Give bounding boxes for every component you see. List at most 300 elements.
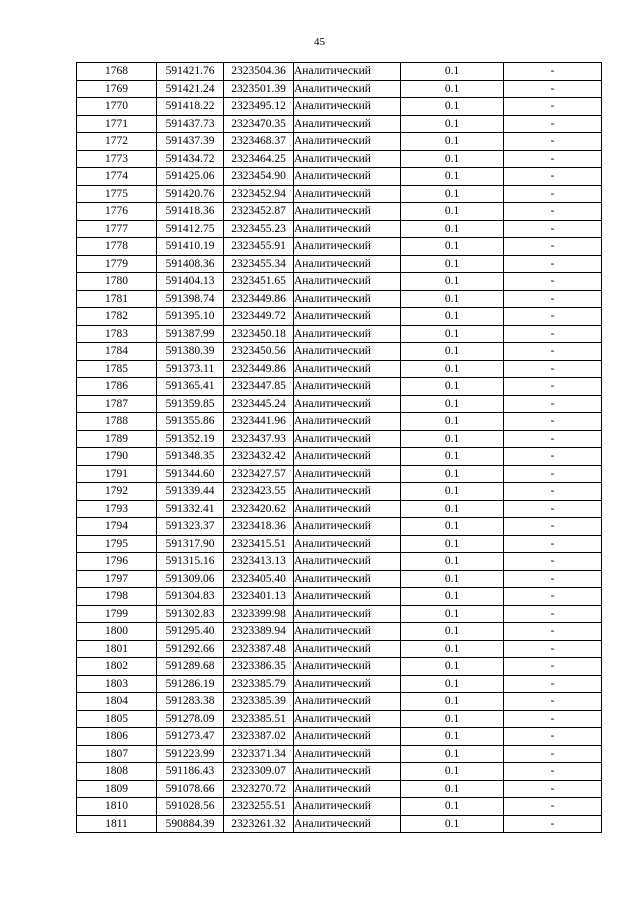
y-coordinate-cell: 2323399.98 <box>224 605 294 623</box>
point-number-cell: 1777 <box>77 220 157 238</box>
y-coordinate-cell: 2323452.94 <box>224 185 294 203</box>
x-coordinate-cell: 591387.99 <box>157 325 224 343</box>
note-cell: - <box>504 133 602 151</box>
point-number-cell: 1807 <box>77 745 157 763</box>
method-cell: Аналитический <box>294 343 401 361</box>
note-cell: - <box>504 658 602 676</box>
note-cell: - <box>504 693 602 711</box>
x-coordinate-cell: 591359.85 <box>157 395 224 413</box>
accuracy-cell: 0.1 <box>401 238 504 256</box>
y-coordinate-cell: 2323450.18 <box>224 325 294 343</box>
x-coordinate-cell: 590884.39 <box>157 815 224 833</box>
y-coordinate-cell: 2323385.79 <box>224 675 294 693</box>
point-number-cell: 1790 <box>77 448 157 466</box>
method-cell: Аналитический <box>294 115 401 133</box>
table-row <box>77 308 602 326</box>
point-number-cell: 1791 <box>77 465 157 483</box>
note-cell: - <box>504 640 602 658</box>
note-cell: - <box>504 535 602 553</box>
y-coordinate-cell: 2323413.13 <box>224 553 294 571</box>
x-coordinate-cell: 591323.37 <box>157 518 224 536</box>
table-row <box>77 728 602 746</box>
x-coordinate-cell: 591412.75 <box>157 220 224 238</box>
point-number-cell: 1783 <box>77 325 157 343</box>
table-row <box>77 798 602 816</box>
accuracy-cell: 0.1 <box>401 693 504 711</box>
x-coordinate-cell: 591317.90 <box>157 535 224 553</box>
table-row <box>77 518 602 536</box>
y-coordinate-cell: 2323389.94 <box>224 623 294 641</box>
point-number-cell: 1794 <box>77 518 157 536</box>
x-coordinate-cell: 591398.74 <box>157 290 224 308</box>
method-cell: Аналитический <box>294 168 401 186</box>
method-cell: Аналитический <box>294 238 401 256</box>
point-number-cell: 1780 <box>77 273 157 291</box>
accuracy-cell: 0.1 <box>401 378 504 396</box>
y-coordinate-cell: 2323420.62 <box>224 500 294 518</box>
table-row <box>77 570 602 588</box>
y-coordinate-cell: 2323401.13 <box>224 588 294 606</box>
note-cell: - <box>504 273 602 291</box>
y-coordinate-cell: 2323261.32 <box>224 815 294 833</box>
method-cell: Аналитический <box>294 220 401 238</box>
table-row <box>77 150 602 168</box>
table-row <box>77 623 602 641</box>
table-row <box>77 658 602 676</box>
y-coordinate-cell: 2323464.25 <box>224 150 294 168</box>
x-coordinate-cell: 591309.06 <box>157 570 224 588</box>
y-coordinate-cell: 2323447.85 <box>224 378 294 396</box>
x-coordinate-cell: 591278.09 <box>157 710 224 728</box>
note-cell: - <box>504 395 602 413</box>
x-coordinate-cell: 591410.19 <box>157 238 224 256</box>
accuracy-cell: 0.1 <box>401 98 504 116</box>
table-row <box>77 63 602 81</box>
x-coordinate-cell: 591380.39 <box>157 343 224 361</box>
x-coordinate-cell: 591365.41 <box>157 378 224 396</box>
note-cell: - <box>504 605 602 623</box>
y-coordinate-cell: 2323495.12 <box>224 98 294 116</box>
point-number-cell: 1770 <box>77 98 157 116</box>
note-cell: - <box>504 448 602 466</box>
table-row <box>77 553 602 571</box>
table-row <box>77 588 602 606</box>
point-number-cell: 1798 <box>77 588 157 606</box>
accuracy-cell: 0.1 <box>401 203 504 221</box>
coordinates-table-body <box>77 63 602 833</box>
method-cell: Аналитический <box>294 395 401 413</box>
method-cell: Аналитический <box>294 623 401 641</box>
note-cell: - <box>504 220 602 238</box>
note-cell: - <box>504 623 602 641</box>
x-coordinate-cell: 591437.73 <box>157 115 224 133</box>
method-cell: Аналитический <box>294 483 401 501</box>
accuracy-cell: 0.1 <box>401 448 504 466</box>
x-coordinate-cell: 591352.19 <box>157 430 224 448</box>
x-coordinate-cell: 591421.24 <box>157 80 224 98</box>
accuracy-cell: 0.1 <box>401 290 504 308</box>
x-coordinate-cell: 591289.68 <box>157 658 224 676</box>
accuracy-cell: 0.1 <box>401 518 504 536</box>
method-cell: Аналитический <box>294 658 401 676</box>
table-row <box>77 168 602 186</box>
note-cell: - <box>504 290 602 308</box>
x-coordinate-cell: 591332.41 <box>157 500 224 518</box>
x-coordinate-cell: 591355.86 <box>157 413 224 431</box>
table-row <box>77 710 602 728</box>
method-cell: Аналитический <box>294 203 401 221</box>
accuracy-cell: 0.1 <box>401 710 504 728</box>
y-coordinate-cell: 2323445.24 <box>224 395 294 413</box>
method-cell: Аналитический <box>294 745 401 763</box>
table-row <box>77 483 602 501</box>
note-cell: - <box>504 255 602 273</box>
point-number-cell: 1799 <box>77 605 157 623</box>
y-coordinate-cell: 2323455.34 <box>224 255 294 273</box>
point-number-cell: 1785 <box>77 360 157 378</box>
point-number-cell: 1788 <box>77 413 157 431</box>
x-coordinate-cell: 591395.10 <box>157 308 224 326</box>
point-number-cell: 1772 <box>77 133 157 151</box>
y-coordinate-cell: 2323441.96 <box>224 413 294 431</box>
accuracy-cell: 0.1 <box>401 63 504 81</box>
note-cell: - <box>504 745 602 763</box>
note-cell: - <box>504 150 602 168</box>
y-coordinate-cell: 2323371.34 <box>224 745 294 763</box>
table-row <box>77 220 602 238</box>
table-row <box>77 605 602 623</box>
accuracy-cell: 0.1 <box>401 623 504 641</box>
point-number-cell: 1797 <box>77 570 157 588</box>
note-cell: - <box>504 780 602 798</box>
x-coordinate-cell: 591295.40 <box>157 623 224 641</box>
y-coordinate-cell: 2323455.91 <box>224 238 294 256</box>
point-number-cell: 1801 <box>77 640 157 658</box>
accuracy-cell: 0.1 <box>401 360 504 378</box>
y-coordinate-cell: 2323309.07 <box>224 763 294 781</box>
note-cell: - <box>504 430 602 448</box>
x-coordinate-cell: 591418.22 <box>157 98 224 116</box>
note-cell: - <box>504 413 602 431</box>
method-cell: Аналитический <box>294 133 401 151</box>
y-coordinate-cell: 2323454.90 <box>224 168 294 186</box>
y-coordinate-cell: 2323468.37 <box>224 133 294 151</box>
point-number-cell: 1769 <box>77 80 157 98</box>
accuracy-cell: 0.1 <box>401 308 504 326</box>
table-row <box>77 465 602 483</box>
method-cell: Аналитический <box>294 273 401 291</box>
point-number-cell: 1782 <box>77 308 157 326</box>
method-cell: Аналитический <box>294 780 401 798</box>
method-cell: Аналитический <box>294 605 401 623</box>
y-coordinate-cell: 2323432.42 <box>224 448 294 466</box>
y-coordinate-cell: 2323255.51 <box>224 798 294 816</box>
y-coordinate-cell: 2323423.55 <box>224 483 294 501</box>
table-row <box>77 745 602 763</box>
page-number: 45 <box>314 36 325 48</box>
point-number-cell: 1793 <box>77 500 157 518</box>
method-cell: Аналитический <box>294 570 401 588</box>
point-number-cell: 1781 <box>77 290 157 308</box>
accuracy-cell: 0.1 <box>401 325 504 343</box>
table-row <box>77 255 602 273</box>
y-coordinate-cell: 2323386.35 <box>224 658 294 676</box>
x-coordinate-cell: 591437.39 <box>157 133 224 151</box>
y-coordinate-cell: 2323451.65 <box>224 273 294 291</box>
method-cell: Аналитический <box>294 710 401 728</box>
y-coordinate-cell: 2323501.39 <box>224 80 294 98</box>
point-number-cell: 1792 <box>77 483 157 501</box>
x-coordinate-cell: 591223.99 <box>157 745 224 763</box>
y-coordinate-cell: 2323470.35 <box>224 115 294 133</box>
x-coordinate-cell: 591408.36 <box>157 255 224 273</box>
note-cell: - <box>504 553 602 571</box>
accuracy-cell: 0.1 <box>401 763 504 781</box>
table-row <box>77 378 602 396</box>
point-number-cell: 1806 <box>77 728 157 746</box>
method-cell: Аналитический <box>294 308 401 326</box>
table-row <box>77 133 602 151</box>
point-number-cell: 1778 <box>77 238 157 256</box>
note-cell: - <box>504 98 602 116</box>
point-number-cell: 1809 <box>77 780 157 798</box>
accuracy-cell: 0.1 <box>401 80 504 98</box>
method-cell: Аналитический <box>294 553 401 571</box>
point-number-cell: 1802 <box>77 658 157 676</box>
point-number-cell: 1811 <box>77 815 157 833</box>
y-coordinate-cell: 2323270.72 <box>224 780 294 798</box>
accuracy-cell: 0.1 <box>401 745 504 763</box>
y-coordinate-cell: 2323449.72 <box>224 308 294 326</box>
table-row <box>77 535 602 553</box>
note-cell: - <box>504 798 602 816</box>
point-number-cell: 1786 <box>77 378 157 396</box>
method-cell: Аналитический <box>294 98 401 116</box>
x-coordinate-cell: 591404.13 <box>157 273 224 291</box>
x-coordinate-cell: 591425.06 <box>157 168 224 186</box>
accuracy-cell: 0.1 <box>401 395 504 413</box>
x-coordinate-cell: 591421.76 <box>157 63 224 81</box>
table-row <box>77 815 602 833</box>
x-coordinate-cell: 591315.16 <box>157 553 224 571</box>
table-row <box>77 343 602 361</box>
point-number-cell: 1804 <box>77 693 157 711</box>
accuracy-cell: 0.1 <box>401 133 504 151</box>
accuracy-cell: 0.1 <box>401 413 504 431</box>
note-cell: - <box>504 238 602 256</box>
accuracy-cell: 0.1 <box>401 168 504 186</box>
y-coordinate-cell: 2323449.86 <box>224 360 294 378</box>
point-number-cell: 1773 <box>77 150 157 168</box>
table-row <box>77 448 602 466</box>
accuracy-cell: 0.1 <box>401 798 504 816</box>
y-coordinate-cell: 2323504.36 <box>224 63 294 81</box>
note-cell: - <box>504 500 602 518</box>
table-row <box>77 80 602 98</box>
note-cell: - <box>504 343 602 361</box>
y-coordinate-cell: 2323452.87 <box>224 203 294 221</box>
accuracy-cell: 0.1 <box>401 780 504 798</box>
note-cell: - <box>504 570 602 588</box>
accuracy-cell: 0.1 <box>401 675 504 693</box>
y-coordinate-cell: 2323415.51 <box>224 535 294 553</box>
coordinates-table <box>76 62 602 833</box>
table-row <box>77 430 602 448</box>
point-number-cell: 1803 <box>77 675 157 693</box>
note-cell: - <box>504 378 602 396</box>
method-cell: Аналитический <box>294 413 401 431</box>
note-cell: - <box>504 360 602 378</box>
accuracy-cell: 0.1 <box>401 255 504 273</box>
accuracy-cell: 0.1 <box>401 465 504 483</box>
method-cell: Аналитический <box>294 693 401 711</box>
x-coordinate-cell: 591186.43 <box>157 763 224 781</box>
note-cell: - <box>504 675 602 693</box>
x-coordinate-cell: 591339.44 <box>157 483 224 501</box>
method-cell: Аналитический <box>294 500 401 518</box>
point-number-cell: 1789 <box>77 430 157 448</box>
point-number-cell: 1800 <box>77 623 157 641</box>
note-cell: - <box>504 763 602 781</box>
x-coordinate-cell: 591304.83 <box>157 588 224 606</box>
point-number-cell: 1795 <box>77 535 157 553</box>
y-coordinate-cell: 2323385.51 <box>224 710 294 728</box>
accuracy-cell: 0.1 <box>401 500 504 518</box>
note-cell: - <box>504 185 602 203</box>
point-number-cell: 1768 <box>77 63 157 81</box>
y-coordinate-cell: 2323387.48 <box>224 640 294 658</box>
point-number-cell: 1771 <box>77 115 157 133</box>
point-number-cell: 1796 <box>77 553 157 571</box>
x-coordinate-cell: 591273.47 <box>157 728 224 746</box>
point-number-cell: 1810 <box>77 798 157 816</box>
table-row <box>77 763 602 781</box>
note-cell: - <box>504 483 602 501</box>
table-row <box>77 395 602 413</box>
method-cell: Аналитический <box>294 815 401 833</box>
table-row <box>77 273 602 291</box>
accuracy-cell: 0.1 <box>401 343 504 361</box>
point-number-cell: 1774 <box>77 168 157 186</box>
accuracy-cell: 0.1 <box>401 658 504 676</box>
accuracy-cell: 0.1 <box>401 115 504 133</box>
accuracy-cell: 0.1 <box>401 185 504 203</box>
method-cell: Аналитический <box>294 255 401 273</box>
table-row <box>77 413 602 431</box>
note-cell: - <box>504 518 602 536</box>
method-cell: Аналитический <box>294 728 401 746</box>
accuracy-cell: 0.1 <box>401 273 504 291</box>
y-coordinate-cell: 2323418.36 <box>224 518 294 536</box>
method-cell: Аналитический <box>294 185 401 203</box>
note-cell: - <box>504 325 602 343</box>
table-row <box>77 640 602 658</box>
point-number-cell: 1776 <box>77 203 157 221</box>
y-coordinate-cell: 2323455.23 <box>224 220 294 238</box>
point-number-cell: 1805 <box>77 710 157 728</box>
x-coordinate-cell: 591283.38 <box>157 693 224 711</box>
point-number-cell: 1784 <box>77 343 157 361</box>
accuracy-cell: 0.1 <box>401 430 504 448</box>
note-cell: - <box>504 465 602 483</box>
method-cell: Аналитический <box>294 290 401 308</box>
x-coordinate-cell: 591348.35 <box>157 448 224 466</box>
method-cell: Аналитический <box>294 80 401 98</box>
note-cell: - <box>504 168 602 186</box>
x-coordinate-cell: 591344.60 <box>157 465 224 483</box>
method-cell: Аналитический <box>294 325 401 343</box>
table-row <box>77 290 602 308</box>
method-cell: Аналитический <box>294 518 401 536</box>
note-cell: - <box>504 728 602 746</box>
method-cell: Аналитический <box>294 63 401 81</box>
method-cell: Аналитический <box>294 675 401 693</box>
table-row <box>77 360 602 378</box>
accuracy-cell: 0.1 <box>401 483 504 501</box>
accuracy-cell: 0.1 <box>401 605 504 623</box>
table-row <box>77 780 602 798</box>
note-cell: - <box>504 80 602 98</box>
method-cell: Аналитический <box>294 465 401 483</box>
accuracy-cell: 0.1 <box>401 150 504 168</box>
accuracy-cell: 0.1 <box>401 535 504 553</box>
table-row <box>77 185 602 203</box>
y-coordinate-cell: 2323449.86 <box>224 290 294 308</box>
x-coordinate-cell: 591302.83 <box>157 605 224 623</box>
table-row <box>77 693 602 711</box>
table-row <box>77 115 602 133</box>
note-cell: - <box>504 63 602 81</box>
accuracy-cell: 0.1 <box>401 588 504 606</box>
accuracy-cell: 0.1 <box>401 570 504 588</box>
table-row <box>77 98 602 116</box>
method-cell: Аналитический <box>294 640 401 658</box>
x-coordinate-cell: 591418.36 <box>157 203 224 221</box>
method-cell: Аналитический <box>294 448 401 466</box>
accuracy-cell: 0.1 <box>401 815 504 833</box>
method-cell: Аналитический <box>294 150 401 168</box>
y-coordinate-cell: 2323450.56 <box>224 343 294 361</box>
accuracy-cell: 0.1 <box>401 728 504 746</box>
method-cell: Аналитический <box>294 378 401 396</box>
method-cell: Аналитический <box>294 430 401 448</box>
y-coordinate-cell: 2323427.57 <box>224 465 294 483</box>
method-cell: Аналитический <box>294 360 401 378</box>
note-cell: - <box>504 308 602 326</box>
point-number-cell: 1787 <box>77 395 157 413</box>
note-cell: - <box>504 710 602 728</box>
x-coordinate-cell: 591028.56 <box>157 798 224 816</box>
y-coordinate-cell: 2323387.02 <box>224 728 294 746</box>
x-coordinate-cell: 591286.19 <box>157 675 224 693</box>
x-coordinate-cell: 591078.66 <box>157 780 224 798</box>
x-coordinate-cell: 591292.66 <box>157 640 224 658</box>
note-cell: - <box>504 203 602 221</box>
table-row <box>77 238 602 256</box>
table-row <box>77 675 602 693</box>
note-cell: - <box>504 588 602 606</box>
accuracy-cell: 0.1 <box>401 220 504 238</box>
y-coordinate-cell: 2323437.93 <box>224 430 294 448</box>
note-cell: - <box>504 815 602 833</box>
table-row <box>77 203 602 221</box>
method-cell: Аналитический <box>294 763 401 781</box>
method-cell: Аналитический <box>294 535 401 553</box>
point-number-cell: 1779 <box>77 255 157 273</box>
x-coordinate-cell: 591434.72 <box>157 150 224 168</box>
method-cell: Аналитический <box>294 588 401 606</box>
y-coordinate-cell: 2323385.39 <box>224 693 294 711</box>
